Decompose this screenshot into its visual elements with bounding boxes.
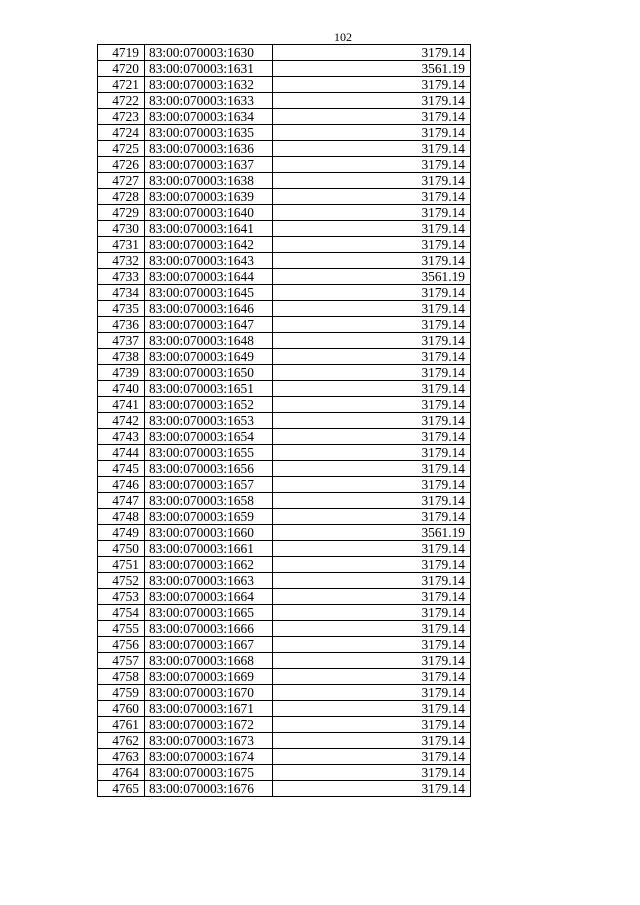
value-cell: 3179.14 xyxy=(273,45,471,61)
cadastral-number-cell: 83:00:070003:1652 xyxy=(145,397,273,413)
cadastral-number-cell: 83:00:070003:1649 xyxy=(145,349,273,365)
value-cell: 3179.14 xyxy=(273,701,471,717)
table-row xyxy=(98,141,471,157)
value-cell: 3179.14 xyxy=(273,173,471,189)
cadastral-number-cell: 83:00:070003:1667 xyxy=(145,637,273,653)
table-row xyxy=(98,669,471,685)
cadastral-number-cell: 83:00:070003:1631 xyxy=(145,61,273,77)
page-number: 102 xyxy=(334,30,352,44)
table-row xyxy=(98,749,471,765)
row-number-cell: 4723 xyxy=(98,109,145,125)
cadastral-number-cell: 83:00:070003:1668 xyxy=(145,653,273,669)
value-cell: 3179.14 xyxy=(273,317,471,333)
cadastral-number-cell: 83:00:070003:1663 xyxy=(145,573,273,589)
value-cell: 3179.14 xyxy=(273,445,471,461)
cadastral-number-cell: 83:00:070003:1666 xyxy=(145,621,273,637)
row-number-cell: 4761 xyxy=(98,717,145,733)
cadastral-number-cell: 83:00:070003:1643 xyxy=(145,253,273,269)
cadastral-number-cell: 83:00:070003:1653 xyxy=(145,413,273,429)
row-number-cell: 4747 xyxy=(98,493,145,509)
value-cell: 3179.14 xyxy=(273,205,471,221)
table-row xyxy=(98,173,471,189)
row-number-cell: 4725 xyxy=(98,141,145,157)
cadastral-number-cell: 83:00:070003:1638 xyxy=(145,173,273,189)
cadastral-number-cell: 83:00:070003:1658 xyxy=(145,493,273,509)
value-cell: 3561.19 xyxy=(273,61,471,77)
table-row xyxy=(98,109,471,125)
row-number-cell: 4739 xyxy=(98,365,145,381)
value-cell: 3179.14 xyxy=(273,301,471,317)
table-row xyxy=(98,61,471,77)
row-number-cell: 4736 xyxy=(98,317,145,333)
table-row xyxy=(98,45,471,61)
row-number-cell: 4748 xyxy=(98,509,145,525)
table-row xyxy=(98,365,471,381)
row-number-cell: 4726 xyxy=(98,157,145,173)
row-number-cell: 4730 xyxy=(98,221,145,237)
cadastral-number-cell: 83:00:070003:1670 xyxy=(145,685,273,701)
cadastral-number-cell: 83:00:070003:1648 xyxy=(145,333,273,349)
cadastral-number-cell: 83:00:070003:1664 xyxy=(145,589,273,605)
row-number-cell: 4754 xyxy=(98,605,145,621)
cadastral-number-cell: 83:00:070003:1634 xyxy=(145,109,273,125)
cadastral-number-cell: 83:00:070003:1656 xyxy=(145,461,273,477)
value-cell: 3179.14 xyxy=(273,717,471,733)
table-row xyxy=(98,77,471,93)
row-number-cell: 4734 xyxy=(98,285,145,301)
data-table xyxy=(97,44,471,797)
value-cell: 3179.14 xyxy=(273,77,471,93)
cadastral-number-cell: 83:00:070003:1642 xyxy=(145,237,273,253)
cadastral-number-cell: 83:00:070003:1632 xyxy=(145,77,273,93)
row-number-cell: 4760 xyxy=(98,701,145,717)
table-row xyxy=(98,701,471,717)
row-number-cell: 4733 xyxy=(98,269,145,285)
table-row xyxy=(98,605,471,621)
row-number-cell: 4753 xyxy=(98,589,145,605)
row-number-cell: 4737 xyxy=(98,333,145,349)
value-cell: 3179.14 xyxy=(273,125,471,141)
table-row xyxy=(98,189,471,205)
row-number-cell: 4743 xyxy=(98,429,145,445)
value-cell: 3179.14 xyxy=(273,573,471,589)
value-cell: 3561.19 xyxy=(273,525,471,541)
table-row xyxy=(98,637,471,653)
row-number-cell: 4751 xyxy=(98,557,145,573)
cadastral-number-cell: 83:00:070003:1630 xyxy=(145,45,273,61)
table-row xyxy=(98,221,471,237)
row-number-cell: 4741 xyxy=(98,397,145,413)
value-cell: 3179.14 xyxy=(273,557,471,573)
table-row xyxy=(98,525,471,541)
row-number-cell: 4746 xyxy=(98,477,145,493)
cadastral-number-cell: 83:00:070003:1660 xyxy=(145,525,273,541)
row-number-cell: 4744 xyxy=(98,445,145,461)
cadastral-number-cell: 83:00:070003:1659 xyxy=(145,509,273,525)
value-cell: 3179.14 xyxy=(273,749,471,765)
value-cell: 3179.14 xyxy=(273,605,471,621)
table-row xyxy=(98,253,471,269)
value-cell: 3179.14 xyxy=(273,189,471,205)
cadastral-number-cell: 83:00:070003:1671 xyxy=(145,701,273,717)
table-row xyxy=(98,429,471,445)
cadastral-number-cell: 83:00:070003:1640 xyxy=(145,205,273,221)
table-row xyxy=(98,509,471,525)
table-row xyxy=(98,413,471,429)
cadastral-number-cell: 83:00:070003:1645 xyxy=(145,285,273,301)
row-number-cell: 4742 xyxy=(98,413,145,429)
value-cell: 3179.14 xyxy=(273,221,471,237)
row-number-cell: 4720 xyxy=(98,61,145,77)
table-row xyxy=(98,157,471,173)
table-row xyxy=(98,93,471,109)
row-number-cell: 4728 xyxy=(98,189,145,205)
cadastral-number-cell: 83:00:070003:1655 xyxy=(145,445,273,461)
table-row xyxy=(98,765,471,781)
value-cell: 3179.14 xyxy=(273,621,471,637)
cadastral-number-cell: 83:00:070003:1654 xyxy=(145,429,273,445)
cadastral-number-cell: 83:00:070003:1662 xyxy=(145,557,273,573)
cadastral-number-cell: 83:00:070003:1665 xyxy=(145,605,273,621)
cadastral-number-cell: 83:00:070003:1676 xyxy=(145,781,273,797)
table-row xyxy=(98,269,471,285)
table-row xyxy=(98,781,471,797)
table-row xyxy=(98,717,471,733)
value-cell: 3179.14 xyxy=(273,589,471,605)
row-number-cell: 4756 xyxy=(98,637,145,653)
value-cell: 3179.14 xyxy=(273,285,471,301)
row-number-cell: 4757 xyxy=(98,653,145,669)
value-cell: 3179.14 xyxy=(273,429,471,445)
row-number-cell: 4755 xyxy=(98,621,145,637)
value-cell: 3179.14 xyxy=(273,381,471,397)
value-cell: 3179.14 xyxy=(273,365,471,381)
table-row xyxy=(98,589,471,605)
cadastral-number-cell: 83:00:070003:1674 xyxy=(145,749,273,765)
value-cell: 3179.14 xyxy=(273,685,471,701)
table-row xyxy=(98,397,471,413)
value-cell: 3179.14 xyxy=(273,349,471,365)
value-cell: 3179.14 xyxy=(273,669,471,685)
cadastral-number-cell: 83:00:070003:1637 xyxy=(145,157,273,173)
table-row xyxy=(98,349,471,365)
value-cell: 3179.14 xyxy=(273,637,471,653)
cadastral-number-cell: 83:00:070003:1672 xyxy=(145,717,273,733)
row-number-cell: 4731 xyxy=(98,237,145,253)
value-cell: 3179.14 xyxy=(273,157,471,173)
row-number-cell: 4759 xyxy=(98,685,145,701)
cadastral-number-cell: 83:00:070003:1650 xyxy=(145,365,273,381)
value-cell: 3179.14 xyxy=(273,477,471,493)
value-cell: 3179.14 xyxy=(273,397,471,413)
value-cell: 3179.14 xyxy=(273,141,471,157)
cadastral-number-cell: 83:00:070003:1657 xyxy=(145,477,273,493)
cadastral-number-cell: 83:00:070003:1641 xyxy=(145,221,273,237)
row-number-cell: 4763 xyxy=(98,749,145,765)
table-row xyxy=(98,333,471,349)
value-cell: 3179.14 xyxy=(273,237,471,253)
row-number-cell: 4729 xyxy=(98,205,145,221)
value-cell: 3179.14 xyxy=(273,541,471,557)
row-number-cell: 4740 xyxy=(98,381,145,397)
table-row xyxy=(98,237,471,253)
row-number-cell: 4750 xyxy=(98,541,145,557)
table-row xyxy=(98,461,471,477)
row-number-cell: 4765 xyxy=(98,781,145,797)
value-cell: 3179.14 xyxy=(273,765,471,781)
row-number-cell: 4758 xyxy=(98,669,145,685)
value-cell: 3179.14 xyxy=(273,413,471,429)
table-row xyxy=(98,317,471,333)
value-cell: 3179.14 xyxy=(273,653,471,669)
table-row xyxy=(98,205,471,221)
cadastral-number-cell: 83:00:070003:1644 xyxy=(145,269,273,285)
row-number-cell: 4735 xyxy=(98,301,145,317)
row-number-cell: 4732 xyxy=(98,253,145,269)
cadastral-number-cell: 83:00:070003:1651 xyxy=(145,381,273,397)
row-number-cell: 4722 xyxy=(98,93,145,109)
table-row xyxy=(98,477,471,493)
row-number-cell: 4721 xyxy=(98,77,145,93)
cadastral-number-cell: 83:00:070003:1675 xyxy=(145,765,273,781)
table-row xyxy=(98,381,471,397)
cadastral-number-cell: 83:00:070003:1633 xyxy=(145,93,273,109)
table-row xyxy=(98,285,471,301)
table-row xyxy=(98,125,471,141)
cadastral-number-cell: 83:00:070003:1635 xyxy=(145,125,273,141)
row-number-cell: 4719 xyxy=(98,45,145,61)
row-number-cell: 4749 xyxy=(98,525,145,541)
cadastral-number-cell: 83:00:070003:1647 xyxy=(145,317,273,333)
cadastral-number-cell: 83:00:070003:1661 xyxy=(145,541,273,557)
value-cell: 3179.14 xyxy=(273,781,471,797)
row-number-cell: 4752 xyxy=(98,573,145,589)
value-cell: 3179.14 xyxy=(273,733,471,749)
table-row xyxy=(98,445,471,461)
table-row xyxy=(98,733,471,749)
cadastral-number-cell: 83:00:070003:1646 xyxy=(145,301,273,317)
value-cell: 3179.14 xyxy=(273,253,471,269)
table-row xyxy=(98,541,471,557)
row-number-cell: 4762 xyxy=(98,733,145,749)
cadastral-number-cell: 83:00:070003:1669 xyxy=(145,669,273,685)
value-cell: 3179.14 xyxy=(273,93,471,109)
cadastral-number-cell: 83:00:070003:1639 xyxy=(145,189,273,205)
table-row xyxy=(98,557,471,573)
table-row xyxy=(98,573,471,589)
table-row xyxy=(98,685,471,701)
row-number-cell: 4738 xyxy=(98,349,145,365)
value-cell: 3179.14 xyxy=(273,493,471,509)
row-number-cell: 4764 xyxy=(98,765,145,781)
table-row xyxy=(98,493,471,509)
value-cell: 3179.14 xyxy=(273,109,471,125)
value-cell: 3561.19 xyxy=(273,269,471,285)
row-number-cell: 4727 xyxy=(98,173,145,189)
table-row xyxy=(98,621,471,637)
table-row xyxy=(98,653,471,669)
value-cell: 3179.14 xyxy=(273,461,471,477)
value-cell: 3179.14 xyxy=(273,333,471,349)
cadastral-number-cell: 83:00:070003:1636 xyxy=(145,141,273,157)
row-number-cell: 4745 xyxy=(98,461,145,477)
table-row xyxy=(98,301,471,317)
table-body xyxy=(98,45,471,797)
row-number-cell: 4724 xyxy=(98,125,145,141)
value-cell: 3179.14 xyxy=(273,509,471,525)
cadastral-number-cell: 83:00:070003:1673 xyxy=(145,733,273,749)
